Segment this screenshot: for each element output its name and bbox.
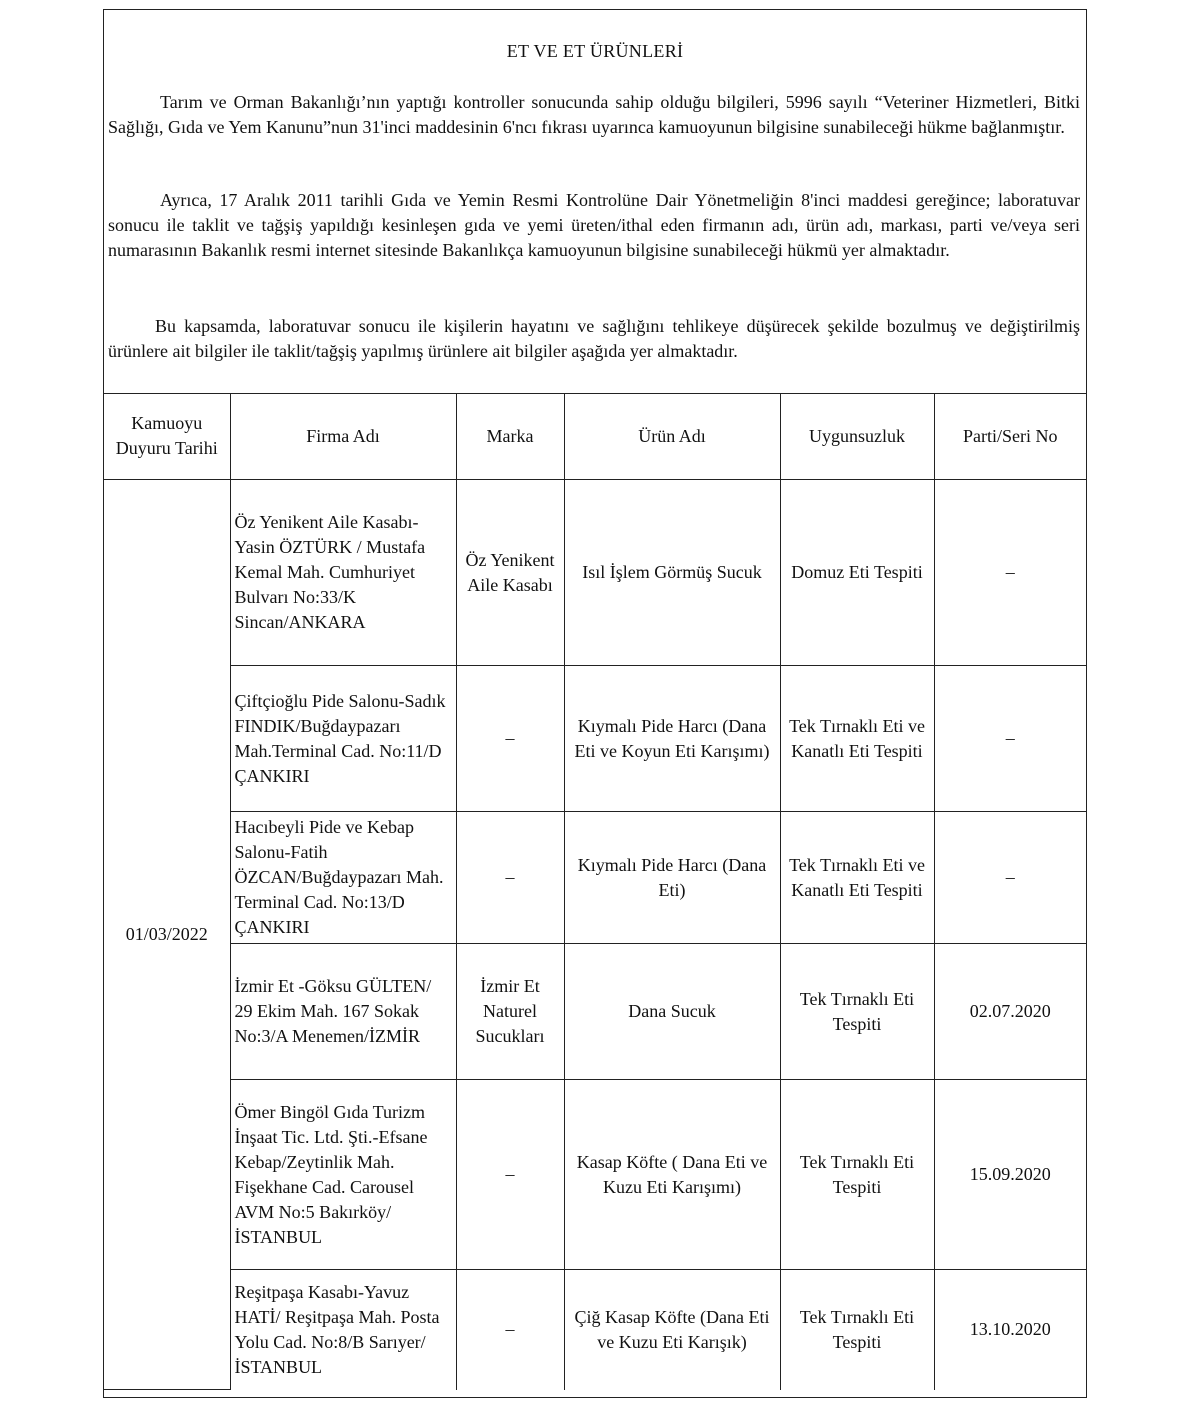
batch-cell: 13.10.2020	[934, 1270, 1086, 1390]
firm-cell: Çiftçioğlu Pide Salonu-Sadık FINDIK/Buğdaypazarı Mah.Terminal Cad. No:11/D ÇANKIRI	[230, 666, 456, 812]
nonconformity-cell: Tek Tırnaklı Eti Tespiti	[780, 1270, 934, 1390]
table-row	[104, 944, 1086, 1080]
firm-cell: Öz Yenikent Aile Kasabı-Yasin ÖZTÜRK / Mustafa Kemal Mah. Cumhuriyet Bulvarı No:33/K Sincan/ANKARA	[230, 480, 456, 666]
brand-cell: –	[456, 812, 564, 944]
nonconformity-cell: Domuz Eti Tespiti	[780, 480, 934, 666]
batch-cell: 02.07.2020	[934, 944, 1086, 1080]
document-frame	[103, 9, 1087, 1398]
brand-cell: –	[456, 666, 564, 812]
table-header-row	[104, 393, 1086, 480]
product-cell: Çiğ Kasap Köfte (Dana Eti ve Kuzu Eti Karışık)	[564, 1270, 780, 1390]
firm-cell: İzmir Et -Göksu GÜLTEN/ 29 Ekim Mah. 167 Sokak No:3/A Menemen/İZMİR	[230, 944, 456, 1080]
header-product-name: Ürün Adı	[564, 393, 780, 480]
header-batch-number: Parti/Seri No	[934, 393, 1086, 480]
batch-cell: –	[934, 812, 1086, 944]
batch-cell: –	[934, 666, 1086, 812]
product-cell: Isıl İşlem Görmüş Sucuk	[564, 480, 780, 666]
table-row	[104, 666, 1086, 812]
announcement-date-cell: 01/03/2022	[104, 480, 230, 1390]
nonconformity-cell: Tek Tırnaklı Eti Tespiti	[780, 1080, 934, 1270]
nonconformity-cell: Tek Tırnaklı Eti ve Kanatlı Eti Tespiti	[780, 666, 934, 812]
table-row	[104, 812, 1086, 944]
firm-cell: Ömer Bingöl Gıda Turizm İnşaat Tic. Ltd. Şti.-Efsane Kebap/Zeytinlik Mah. Fişekhane Cad. Carousel AVM No:5 Bakırköy/İSTANBUL	[230, 1080, 456, 1270]
intro-paragraph-1: Tarım ve Orman Bakanlığı’nın yaptığı kontroller sonucunda sahip olduğu bilgileri, 5996 sayılı “Veteriner Hizmetleri, Bitki Sağlığı, Gıda ve Yem Kanunu”nun 31'inci maddesinin 6'ncı fıkrası uyarınca kamuoyunun bilgisine sunabileceği hükme bağlanmıştır.	[108, 92, 1080, 137]
product-cell: Kıymalı Pide Harcı (Dana Eti)	[564, 812, 780, 944]
header-firm-name: Firma Adı	[230, 393, 456, 480]
product-cell: Kasap Köfte ( Dana Eti ve Kuzu Eti Karışımı)	[564, 1080, 780, 1270]
table-row	[104, 480, 1086, 666]
brand-cell: Öz Yenikent Aile Kasabı	[456, 480, 564, 666]
brand-cell: İzmir Et Naturel Sucukları	[456, 944, 564, 1080]
intro-section	[104, 10, 1086, 394]
batch-cell: –	[934, 480, 1086, 666]
table-row	[104, 1270, 1086, 1390]
intro-paragraph-3: Bu kapsamda, laboratuvar sonucu ile kişilerin hayatını ve sağlığını tehlikeye düşürecek şekilde bozulmuş ve değiştirilmiş ürünlere ait bilgiler ile taklit/tağşiş yapılmış ürünlere ait bilgiler aşağıda yer almaktadır.	[108, 316, 1080, 361]
header-brand: Marka	[456, 393, 564, 480]
table-row	[104, 1080, 1086, 1270]
product-cell: Kıymalı Pide Harcı (Dana Eti ve Koyun Eti Karışımı)	[564, 666, 780, 812]
products-table	[104, 393, 1086, 1390]
header-announcement-date: Kamuoyu Duyuru Tarihi	[104, 393, 230, 480]
firm-cell: Hacıbeyli Pide ve Kebap Salonu-Fatih ÖZCAN/Buğdaypazarı Mah. Terminal Cad. No:13/D ÇANKIRI	[230, 812, 456, 944]
firm-cell: Reşitpaşa Kasabı-Yavuz HATİ/ Reşitpaşa Mah. Posta Yolu Cad. No:8/B Sarıyer/İSTANBUL	[230, 1270, 456, 1390]
product-cell: Dana Sucuk	[564, 944, 780, 1080]
document-title: ET VE ET ÜRÜNLERİ	[506, 41, 684, 61]
header-nonconformity: Uygunsuzluk	[780, 393, 934, 480]
intro-paragraph-2: Ayrıca, 17 Aralık 2011 tarihli Gıda ve Yemin Resmi Kontrolüne Dair Yönetmeliğin 8'inci maddesi gereğince; laboratuvar sonucu ile taklit ve tağşiş yapıldığı kesinleşen gıda ve yemi üreten/ithal eden firmanın adı, ürün adı, markası, parti ve/veya seri numarasının Bakanlık resmi internet sitesinde Bakanlıkça kamuoyunun bilgisine sunabileceği hükmü yer almaktadır.	[108, 190, 1080, 260]
brand-cell: –	[456, 1270, 564, 1390]
nonconformity-cell: Tek Tırnaklı Eti ve Kanatlı Eti Tespiti	[780, 812, 934, 944]
nonconformity-cell: Tek Tırnaklı Eti Tespiti	[780, 944, 934, 1080]
batch-cell: 15.09.2020	[934, 1080, 1086, 1270]
brand-cell: –	[456, 1080, 564, 1270]
